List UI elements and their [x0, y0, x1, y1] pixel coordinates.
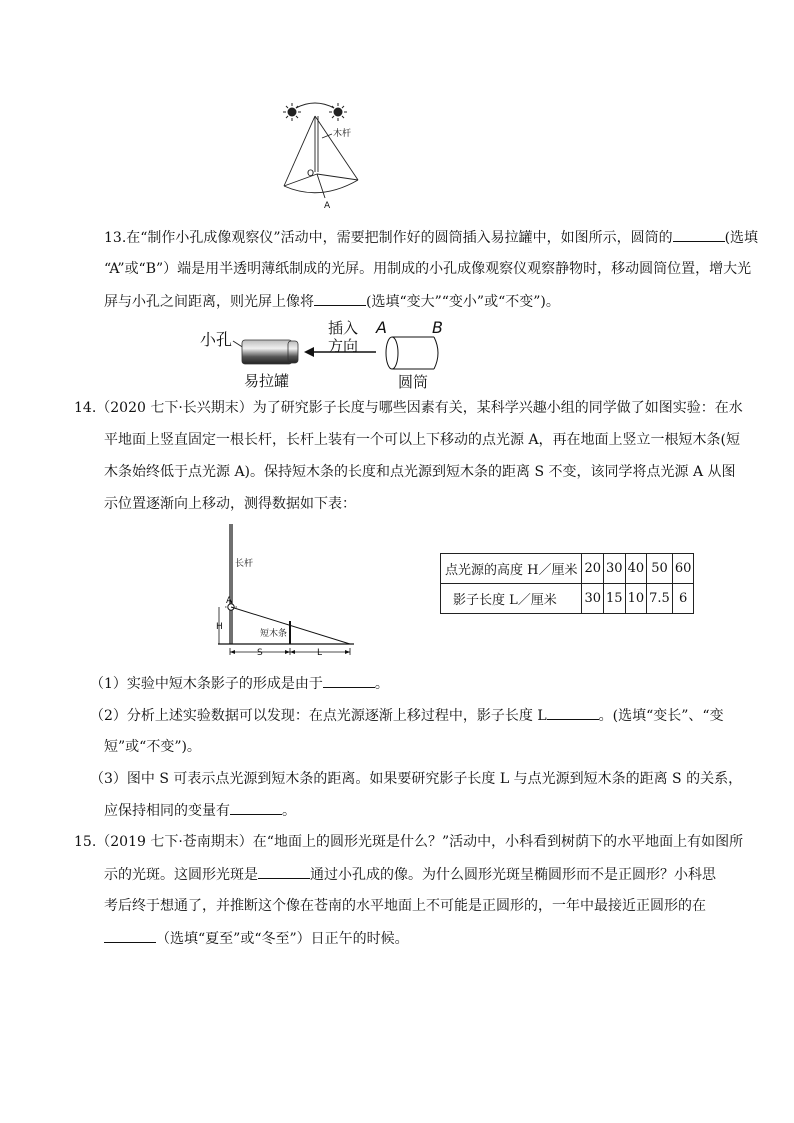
- q13-answer-blank-2[interactable]: [314, 291, 366, 306]
- tube-end-b: B: [432, 318, 443, 337]
- table-cell: 30: [582, 584, 604, 614]
- height-h-label: H: [216, 622, 223, 632]
- tube-end-a: A: [376, 318, 387, 337]
- data-table: [440, 553, 694, 614]
- q15-line-2: 示的光斑。这圆形光斑是 通过小孔成的像。为什么圆形光斑呈椭圆形而不是正圆形？小科思: [104, 864, 716, 885]
- q14-sub-2-cont: 短”或“不变”)。: [104, 739, 201, 755]
- point-o-label: O: [307, 169, 315, 179]
- sun-right-icon: [329, 103, 347, 121]
- q15-answer-blank-1[interactable]: [258, 864, 310, 879]
- q15-line-1: 15.（2019 七下·苍南期末）在“地面上的圆形光斑是什么？”活动中，小科看到树荫下的水平地面上有如图所: [74, 834, 744, 850]
- q14-line-1: 14.（2020 七下·长兴期末）为了研究影子长度与哪些因素有关，某科学兴趣小组的同学做了如图实验：在水: [74, 400, 743, 416]
- q14-line-3: 木条始终低于点光源 A)。保持短木条的长度和点光源到短木条的距离 S 不变，该同学将点光源 A 从图: [104, 464, 736, 480]
- q13-line-3: 屏与小孔之间距离，则光屏上像将 (选填“变大”“变小”或“不变”)。: [104, 291, 560, 312]
- distance-s-label: S: [257, 648, 263, 658]
- point-a-label: A: [324, 201, 331, 210]
- stick-label: 短木条: [260, 629, 288, 639]
- q14-line-2: 平地面上竖直固定一根长杆，长杆上装有一个可以上下移动的点光源 A，再在地面上竖立一根短木条(短: [104, 432, 741, 448]
- table-cell: 10: [625, 584, 647, 614]
- q14-sub-1: （1）实验中短木条影子的形成是由于 。: [90, 673, 389, 694]
- tube-icon: [386, 337, 438, 369]
- table-cell: 60: [672, 554, 694, 584]
- table-row-header: 点光源的高度 H／厘米: [441, 554, 582, 584]
- table-cell: 20: [582, 554, 604, 584]
- q14-sub-2: （2）分析上述实验数据可以发现：在点光源逐渐上移过程中，影子长度 L 。(选填“变长”、“变: [90, 705, 724, 726]
- can-icon: [242, 340, 298, 364]
- length-l-label: L: [317, 648, 323, 658]
- table-row-header: 影子长度 L／厘米: [441, 584, 582, 614]
- q15-line-4: （选填“夏至”或“冬至”）日正午的时候。: [104, 928, 409, 949]
- q14-answer-blank-2[interactable]: [547, 705, 599, 720]
- q14-line-4: 示位置逐渐向上移动，测得数据如下表：: [104, 496, 356, 512]
- sun-left-icon: [283, 103, 301, 121]
- table-cell: 40: [625, 554, 647, 584]
- table-row: [441, 554, 694, 584]
- q15-answer-blank-2[interactable]: [104, 928, 156, 943]
- q13-answer-blank-1[interactable]: [673, 227, 725, 242]
- hole-label: 小孔: [200, 330, 233, 349]
- table-cell: 50: [647, 554, 673, 584]
- insert-label-1: 插入: [328, 319, 359, 337]
- table-row: [441, 584, 694, 614]
- q14-sub-3: （3）图中 S 可表示点光源到短木条的距离。如果要研究影子长度 L 与点光源到短木条的距离 S 的关系，: [90, 771, 743, 787]
- q13-line-1: 13.在“制作小孔成像观察仪”活动中，需要把制作好的圆筒插入易拉罐中，如图所示，圆筒的 (选填: [104, 227, 758, 248]
- source-a-label: A: [226, 596, 233, 606]
- q14-answer-blank-3[interactable]: [230, 800, 282, 815]
- table-cell: 30: [604, 554, 626, 584]
- rod-label: 木杆: [333, 129, 352, 139]
- table-cell: 6: [672, 584, 694, 614]
- rod-label: 长杆: [235, 559, 254, 569]
- table-cell: 15: [604, 584, 626, 614]
- can-label: 易拉罐: [244, 372, 290, 390]
- tube-label: 圆筒: [398, 373, 429, 391]
- can-tube-figure: [196, 316, 466, 394]
- table-cell: 7.5: [647, 584, 673, 614]
- q15-line-3: 考后终于想通了，并推断这个像在苍南的水平地面上不可能是正圆形的，一年中最接近正圆形的在: [104, 898, 706, 914]
- shadow-figure: [214, 522, 359, 662]
- pendulum-figure: [270, 98, 380, 210]
- q13-line-2: “A”或“B”）端是用半透明薄纸制成的光屏。用制成的小孔成像观察仪观察静物时，移动圆筒位置，增大光: [104, 261, 752, 277]
- insert-label-2: 方向: [328, 337, 359, 355]
- q14-answer-blank-1[interactable]: [323, 673, 375, 688]
- q14-sub-3-cont: 应保持相同的变量有 。: [104, 800, 296, 821]
